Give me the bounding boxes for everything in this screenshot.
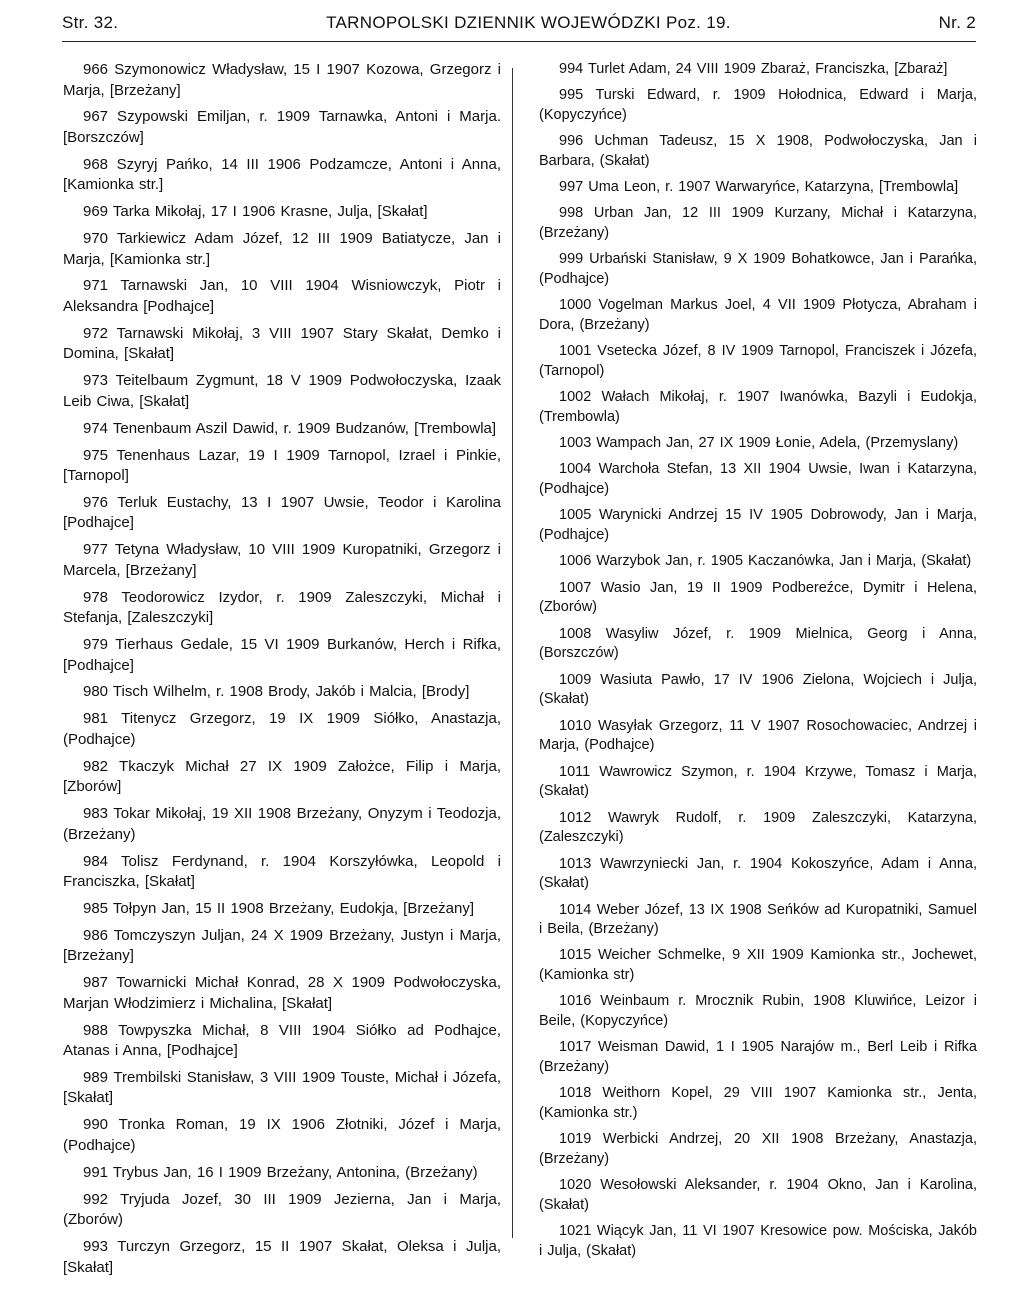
register-entry: 1004 Warchoła Stefan, 13 XII 1904 Uwsie, Iwan i Katarzyna, (Podhajce) <box>539 461 977 498</box>
register-entry: 1001 Vsetecka Józef, 8 IV 1909 Tarnopol, Franciszek i Józefa, (Tarnopol) <box>539 343 977 380</box>
register-entry: 969 Tarka Mikołaj, 17 I 1906 Krasne, Julja, [Skałat] <box>83 203 428 221</box>
register-entry: 1012 Wawryk Rudolf, r. 1909 Zaleszczyki, Katarzyna, (Zaleszczyki) <box>539 809 977 846</box>
register-entry: 992 Tryjuda Jozef, 30 III 1909 Jezierna, Jan i Marja, (Zborów) <box>63 1190 501 1229</box>
register-entry: 1017 Weisman Dawid, 1 I 1905 Narajów m., Berl Leib i Rifka (Brzeżany) <box>539 1039 977 1076</box>
register-entry: 998 Urban Jan, 12 III 1909 Kurzany, Michał i Katarzyna, (Brzeżany) <box>539 205 977 242</box>
register-entry: 1002 Wałach Mikołaj, r. 1907 Iwanówka, Bazyli i Eudokja, (Trembowla) <box>539 389 977 426</box>
register-entry: 977 Tetyna Władysław, 10 VIII 1909 Kuropatniki, Grzegorz i Marcela, [Brzeżany] <box>63 541 501 579</box>
register-entry: 968 Szyryj Pańko, 14 III 1906 Podzamcze, Antoni i Anna, [Kamionka str.] <box>63 155 501 194</box>
register-entry: 983 Tokar Mikołaj, 19 XII 1908 Brzeżany, Onyzym i Teodozja, (Brzeżany) <box>63 805 501 843</box>
register-entry: 986 Tomczyszyn Juljan, 24 X 1909 Brzeżany, Justyn i Marja, [Brzeżany] <box>63 926 501 965</box>
register-entry: 975 Tenenhaus Lazar, 19 I 1909 Tarnopol, Izrael i Pinkie, [Tarnopol] <box>63 446 501 485</box>
register-entry: 1020 Wesołowski Aleksander, r. 1904 Okno, Jan i Karolina, (Skałat) <box>539 1177 977 1214</box>
header-rule <box>62 41 976 42</box>
register-entry: 980 Tisch Wilhelm, r. 1908 Brody, Jakób i Malcia, [Brody] <box>83 683 470 701</box>
register-entry: 1008 Wasyliw Józef, r. 1909 Mielnica, Georg i Anna, (Borszczów) <box>539 625 977 662</box>
register-entry: 971 Tarnawski Jan, 10 VIII 1904 Wisniowczyk, Piotr i Aleksandra [Podhajce] <box>63 277 501 315</box>
register-entry: 982 Tkaczyk Michał 27 IX 1909 Założce, Filip i Marja, [Zborów] <box>63 757 501 796</box>
register-entry: 1021 Wiącyk Jan, 11 VI 1907 Kresowice pow. Mościska, Jakób i Julja, (Skałat) <box>539 1223 977 1260</box>
register-entry: 1006 Warzybok Jan, r. 1905 Kaczanówka, Jan i Marja, (Skałat) <box>559 553 972 570</box>
register-entry: 999 Urbański Stanisław, 9 X 1909 Bohatkowce, Jan i Parańka, (Podhajce) <box>539 251 977 288</box>
register-entry: 988 Towpyszka Michał, 8 VIII 1904 Siółko ad Podhajce, Atanas i Anna, [Podhajce] <box>63 1021 501 1060</box>
register-entry: 979 Tierhaus Gedale, 15 VI 1909 Burkanów, Herch i Rifka, [Podhajce] <box>63 636 501 674</box>
register-entry: 972 Tarnawski Mikołaj, 3 VIII 1907 Stary Skałat, Demko i Domina, [Skałat] <box>63 324 501 363</box>
register-entry: 1015 Weicher Schmelke, 9 XII 1909 Kamionka str., Jochewet, (Kamionka str) <box>539 947 977 984</box>
register-entry: 996 Uchman Tadeusz, 15 X 1908, Podwołoczyska, Jan i Barbara, (Skałat) <box>539 133 977 169</box>
page-header <box>62 13 976 33</box>
register-entry: 989 Trembilski Stanisław, 3 VIII 1909 Touste, Michał i Józefa, [Skałat] <box>63 1068 501 1107</box>
register-entry: 997 Uma Leon, r. 1907 Warwaryńce, Katarzyna, [Trembowla] <box>559 179 959 196</box>
column-divider <box>512 68 513 1238</box>
issue-number: Nr. 2 <box>938 13 976 32</box>
register-entry: 970 Tarkiewicz Adam Józef, 12 III 1909 Batiatycze, Jan i Marja, [Kamionka str.] <box>63 230 501 268</box>
register-entry: 991 Trybus Jan, 16 I 1909 Brzeżany, Antonina, (Brzeżany) <box>83 1163 478 1181</box>
left-column <box>63 60 501 1284</box>
register-entry: 973 Teitelbaum Zygmunt, 18 V 1909 Podwołoczyska, Izaak Leib Ciwa, [Skałat] <box>63 372 501 410</box>
register-entry: 993 Turczyn Grzegorz, 15 II 1907 Skałat, Oleksa i Julja, [Skałat] <box>63 1238 501 1276</box>
register-entry: 1010 Wasyłak Grzegorz, 11 V 1907 Rosochowaciec, Andrzej i Marja, (Podhajce) <box>539 717 977 754</box>
register-entry: 1005 Warynicki Andrzej 15 IV 1905 Dobrowody, Jan i Marja, (Podhajce) <box>539 507 977 544</box>
register-entry: 967 Szypowski Emiljan, r. 1909 Tarnawka, Antoni i Marja. [Borszczów] <box>63 108 501 146</box>
register-entry: 1007 Wasio Jan, 19 II 1909 Podbereźce, Dymitr i Helena, (Zborów) <box>539 579 977 616</box>
register-entry: 981 Titenycz Grzegorz, 19 IX 1909 Siółko, Anastazja, (Podhajce) <box>63 710 501 748</box>
right-column <box>539 60 977 1268</box>
register-entry: 978 Teodorowicz Izydor, r. 1909 Zaleszczyki, Michał i Stefanja, [Zaleszczyki] <box>63 588 501 627</box>
register-entry: 984 Tolisz Ferdynand, r. 1904 Korszyłówka, Leopold i Franciszka, [Skałat] <box>63 852 501 891</box>
register-entry: 987 Towarnicki Michał Konrad, 28 X 1909 Podwołoczyska, Marjan Włodzimierz i Michalina, [Skałat] <box>63 974 501 1012</box>
journal-title: TARNOPOLSKI DZIENNIK WOJEWÓDZKI Poz. 19. <box>326 13 731 32</box>
register-entry: 1019 Werbicki Andrzej, 20 XII 1908 Brzeżany, Anastazja, (Brzeżany) <box>539 1131 977 1168</box>
register-entry: 985 Tołpyn Jan, 15 II 1908 Brzeżany, Eudokja, [Brzeżany] <box>83 899 475 917</box>
register-entry: 1014 Weber Józef, 13 IX 1908 Seńków ad Kuropatniki, Samuel i Beila, (Brzeżany) <box>539 901 977 938</box>
register-entry: 966 Szymonowicz Władysław, 15 I 1907 Kozowa, Grzegorz i Marja, [Brzeżany] <box>63 61 501 99</box>
register-entry: 1003 Wampach Jan, 27 IX 1909 Łonie, Adela, (Przemyslany) <box>559 435 959 452</box>
register-entry: 976 Terluk Eustachy, 13 I 1907 Uwsie, Teodor i Karolina [Podhajce] <box>63 493 501 532</box>
register-entry: 1000 Vogelman Markus Joel, 4 VII 1909 Płotycza, Abraham i Dora, (Brzeżany) <box>539 297 977 334</box>
register-entry: 1011 Wawrowicz Szymon, r. 1904 Krzywe, Tomasz i Marja, (Skałat) <box>539 763 977 800</box>
register-entry: 1018 Weithorn Kopel, 29 VIII 1907 Kamionka str., Jenta, (Kamionka str.) <box>539 1085 977 1122</box>
register-entry: 974 Tenenbaum Aszil Dawid, r. 1909 Budzanów, [Trembowla] <box>83 419 497 437</box>
register-entry: 1009 Wasiuta Pawło, 17 IV 1906 Zielona, Wojciech i Julja, (Skałat) <box>539 671 977 708</box>
register-entry: 995 Turski Edward, r. 1909 Hołodnica, Edward i Marja, (Kopyczyńce) <box>539 87 977 123</box>
page-number: Str. 32. <box>62 13 119 32</box>
register-entry: 994 Turlet Adam, 24 VIII 1909 Zbaraż, Franciszka, [Zbaraż] <box>559 61 948 77</box>
register-entry: 990 Tronka Roman, 19 IX 1906 Złotniki, Józef i Marja, (Podhajce) <box>63 1116 501 1154</box>
register-entry: 1016 Weinbaum r. Mrocznik Rubin, 1908 Kluwińce, Leizor i Beile, (Kopyczyńce) <box>539 993 977 1030</box>
register-entry: 1013 Wawrzyniecki Jan, r. 1904 Kokoszyńce, Adam i Anna, (Skałat) <box>539 855 977 892</box>
